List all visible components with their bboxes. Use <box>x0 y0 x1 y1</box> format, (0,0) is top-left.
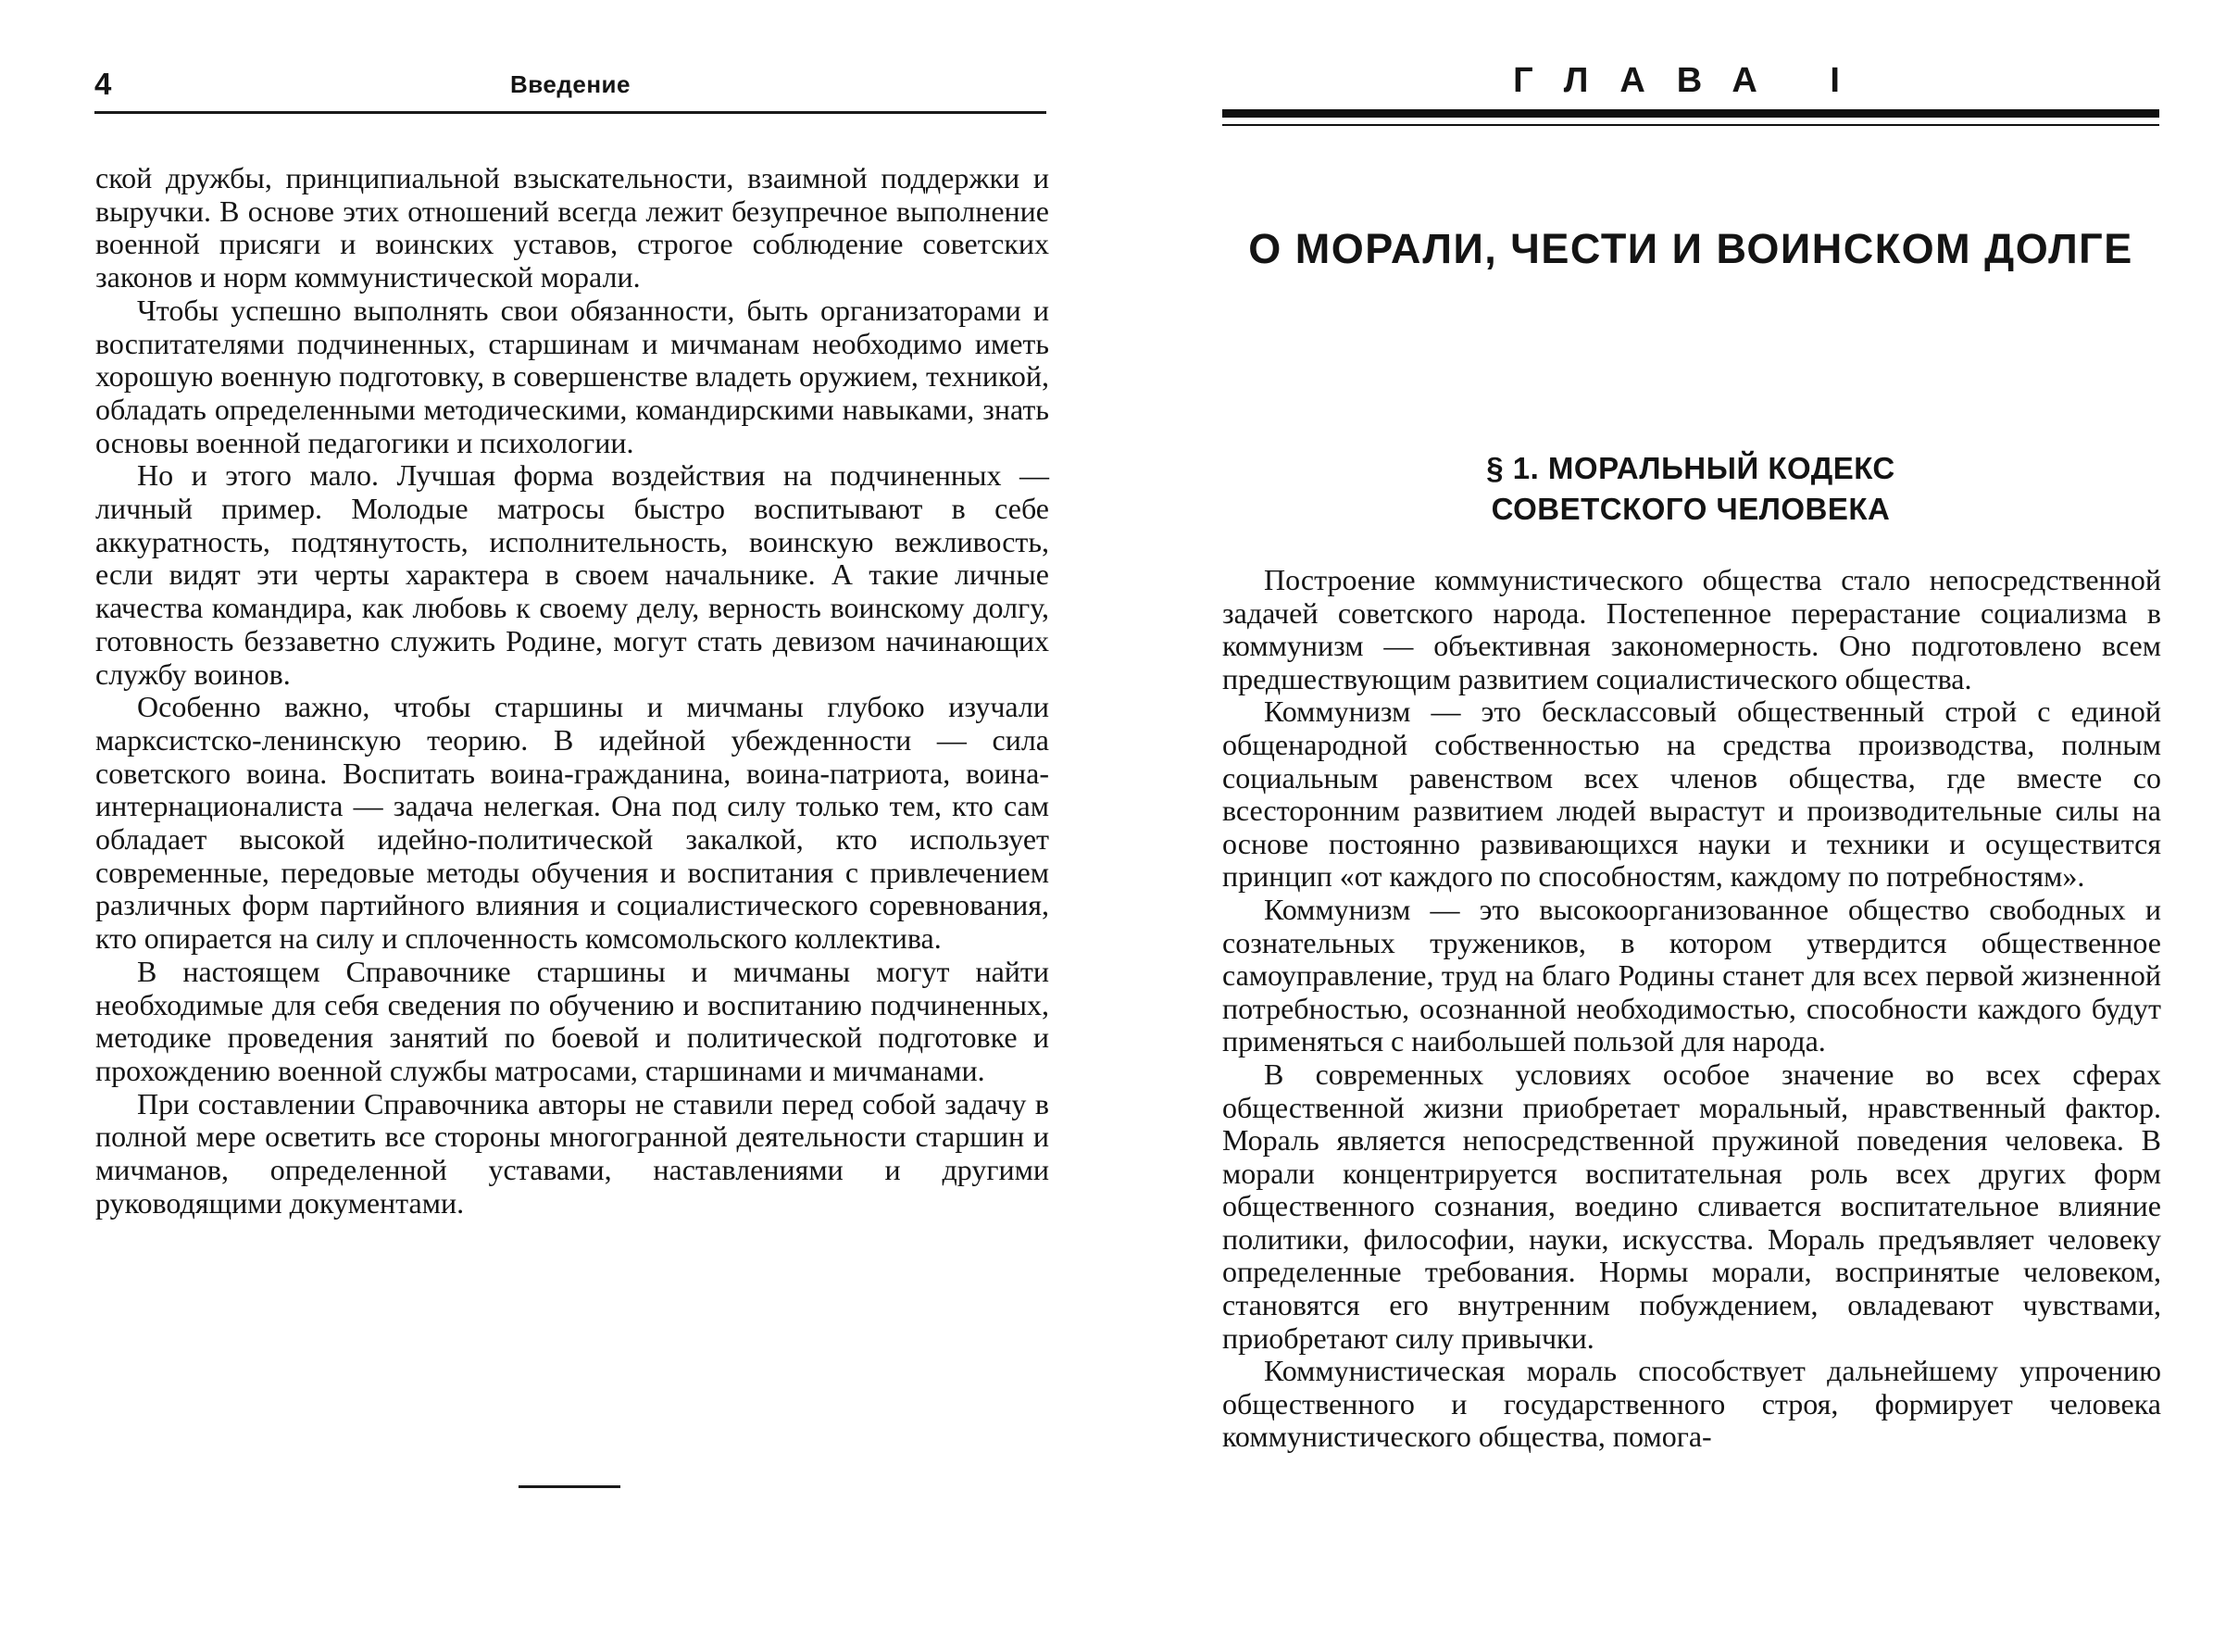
right-page <box>1093 0 2238 1652</box>
running-head: Введение <box>510 70 631 98</box>
paragraph: Чтобы успешно выполнять свои обязанности, быть организаторами и воспитателями подчиненных, старшинам и мичманам необходимо иметь хорошую военную подготовку, в совершенстве владеть оружием, техникой, обладать определенными методическими, командирскими навыками, знать основы военной педагогики и психологии. <box>95 293 1049 459</box>
left-page-body <box>95 162 1049 1220</box>
paragraph: ской дружбы, принципиальной взыскательности, взаимной поддержки и выручки. В основе этих отношений всегда лежит безупречное выполнение военной присяги и воинских уставов, строгое соблюдение советских законов и норм коммунистической морали. <box>95 161 1049 294</box>
left-page <box>0 0 1093 1652</box>
paragraph: Но и этого мало. Лучшая форма воздействия на подчиненных — личный пример. Молодые матросы быстро воспитывают в себе аккуратность, подтянутость, исполнительность, воинскую вежливость, если видят эти черты характера в своем начальнике. А такие личные качества командира, как любовь к своему делу, верность воинскому долгу, готовность беззаветно служить Родине, могут стать девизом начинающих службу воинов. <box>95 458 1049 691</box>
page-header <box>94 65 1046 114</box>
paragraph: Построение коммунистического общества стало непосредственной задачей советского народа. Постепенное перерастание социализма в коммунизм — объективная закономерность. Оно подготовлено всем предшествующим развитием социалистического общества. <box>1222 563 2161 695</box>
chapter-title: О МОРАЛИ, ЧЕСТИ И ВОИНСКОМ ДОЛГЕ <box>1248 225 2133 272</box>
paragraph: При составлении Справочника авторы не ставили перед собой задачу в полной мере осветить все стороны многогранной деятельности старшин и мичманов, определенной уставами, наставлениями и другими руководящими документами. <box>95 1086 1049 1220</box>
right-page-body <box>1222 564 2161 1454</box>
paragraph: В настоящем Справочнике старшины и мичманы могут найти необходимые для себя сведения по обучению и воспитанию подчиненных, методике проведения занятий по боевой и политической подготовке и прохождению военной службы матросами, старшинами и мичманами. <box>95 954 1049 1087</box>
paragraph: В современных условиях особое значение во всех сферах общественной жизни приобретает моральный, нравственный фактор. Мораль является непосредственной пружиной поведения человека. В морали концентрируется воспитательная роль всех других форм общественного сознания, воедино сливается воспитательное влияние политики, философии, науки, искусства. Мораль предъявляет человеку определенные требования. Нормы морали, воспринятые человеком, становятся его внутренним побуждением, овладевают чувствами, приобретают силу привычки. <box>1222 1057 2161 1355</box>
section-end-divider <box>519 1485 620 1488</box>
page-number: 4 <box>94 67 112 101</box>
chapter-rule <box>1222 109 2159 118</box>
chapter-rule-thin <box>1222 124 2159 126</box>
paragraph: Коммунистическая мораль способствует дальнейшему упрочению общественного и государственного строя, формирует человека коммунистического общества, помога- <box>1222 1354 2161 1454</box>
paragraph: Особенно важно, чтобы старшины и мичманы глубоко изучали марксистско-ленинскую теорию. В идейной убежденности — сила советского воина. Воспитать воина-гражданина, воина-патриота, воина-интернационалиста — задача нелегкая. Она под силу только тем, кто сам обладает высокой идейно-политической закалкой, кто использует современные, передовые методы обучения и воспитания с привлечением различных форм партийного влияния и социалистического соревнования, кто опирается на силу и сплоченность комсомольского коллектива. <box>95 690 1049 956</box>
paragraph: Коммунизм — это высокоорганизованное общество свободных и сознательных тружеников, в котором утвердится общественное самоуправление, труд на благо Родины станет для всех первой жизненной потребностью, осознанной необходимостью, способности каждого будут применяться с наибольшей пользой для народа. <box>1222 892 2161 1058</box>
section-heading-line: § 1. МОРАЛЬНЫЙ КОДЕКС <box>1486 451 1895 485</box>
paragraph: Коммунизм — это бесклассовый общественный строй с единой общенародной собственностью на средства производства, полным социальным равенством всех членов общества, где вместе со всесторонним развитием людей вырастут и производительные силы на основе постоянно развивающихся науки и техники и осуществится принцип «от каждого по способностям, каждому по потребностям». <box>1222 695 2161 894</box>
section-heading-line: СОВЕТСКОГО ЧЕЛОВЕКА <box>1491 492 1891 526</box>
chapter-label: ГЛАВА I <box>1513 61 1871 100</box>
section-heading <box>1222 448 2159 530</box>
